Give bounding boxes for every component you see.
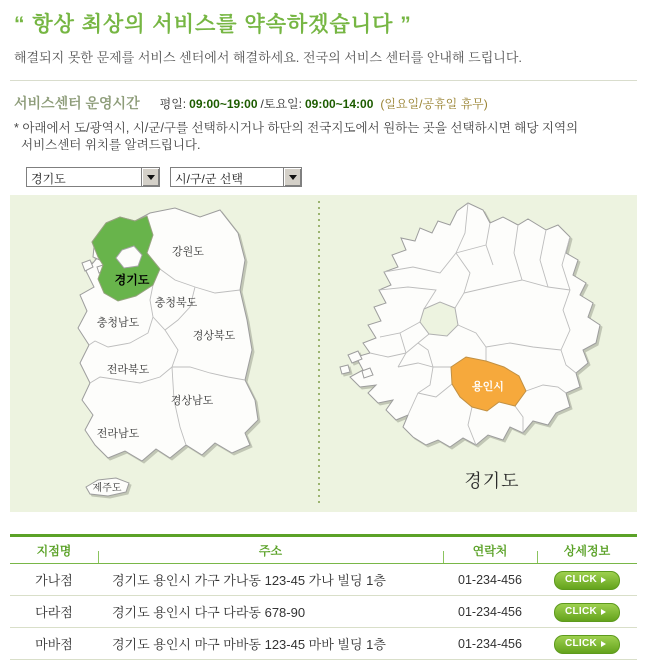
- page-title-quote: “ 항상 최상의 서비스를 약속하겠습니다 ”: [14, 13, 412, 36]
- chevron-down-icon: [289, 175, 297, 184]
- click-button-label: CLICK: [564, 574, 598, 586]
- store-table: [10, 534, 637, 660]
- table-row: [10, 596, 637, 628]
- branch-name: 다라점: [35, 605, 73, 620]
- click-detail-button[interactable]: [554, 603, 620, 622]
- label-gangwon: 강원도: [172, 246, 204, 258]
- branch-phone: 01-234-456: [458, 572, 522, 587]
- arrow-right-icon: [601, 609, 609, 615]
- instructions-line1: * 아래에서 도/광역시, 시/군/구를 선택하시거나 하단의 전국지도에서 원하는 곳을 선택하시면 해당 지역의: [14, 121, 579, 135]
- label-yongin: 용인시: [472, 381, 504, 393]
- branch-name: 가나점: [35, 573, 73, 588]
- korea-map: [10, 195, 318, 512]
- chevron-down-icon: [147, 175, 155, 184]
- opening-hours: [14, 93, 488, 113]
- instructions: [14, 120, 578, 154]
- district-select-arrow-button[interactable]: [283, 168, 301, 186]
- gyeonggi-detail-map: [318, 195, 637, 512]
- header-separator: [537, 551, 538, 563]
- map-panel: [10, 195, 637, 512]
- label-gyeongnam: 경상남도: [170, 395, 214, 407]
- click-detail-button[interactable]: [554, 635, 620, 654]
- label-chungnam: 충청남도: [96, 317, 140, 329]
- label-gyeonggi: 경기도: [114, 273, 150, 287]
- closed-note: (일요일/공휴일 휴무): [380, 97, 488, 111]
- region-caption: 경기도: [464, 471, 520, 491]
- label-jeju: 제주도: [92, 483, 122, 494]
- saturday-hours: 09:00~14:00: [304, 97, 374, 111]
- arrow-right-icon: [601, 577, 609, 583]
- table-row: [10, 564, 637, 596]
- branch-address: 경기도 용인시 다구 다라동 678-90: [112, 605, 306, 620]
- branch-address: 경기도 용인시 마구 마바동 123-45 마바 빌딩 1층: [112, 637, 386, 652]
- saturday-label: /토요일:: [260, 97, 302, 111]
- section-divider: [10, 80, 637, 81]
- instructions-line2: 서비스센터 위치를 알려드립니다.: [21, 138, 201, 152]
- province-select[interactable]: [26, 167, 160, 187]
- page-subtitle: 해결되지 못한 문제를 서비스 센터에서 해결하세요. 전국의 서비스 센터를 안내해 드립니다.: [14, 50, 522, 65]
- district-select-value: 시/구/군 선택: [175, 172, 243, 186]
- header-separator: [443, 551, 444, 563]
- gyeonggi-detail-shape[interactable]: [350, 203, 600, 447]
- label-jeonnam: 전라남도: [96, 428, 140, 440]
- click-detail-button[interactable]: [554, 571, 620, 590]
- table-header-row: [10, 534, 637, 564]
- header-branch: 지점명: [36, 543, 72, 558]
- label-chungbuk: 충청북도: [154, 297, 198, 309]
- header-address: 주소: [258, 543, 283, 558]
- district-select[interactable]: [170, 167, 302, 187]
- branch-name: 마바점: [35, 637, 73, 652]
- province-select-arrow-button[interactable]: [141, 168, 159, 186]
- table-row: [10, 628, 637, 660]
- label-jeonbuk: 전라북도: [106, 364, 150, 376]
- header-phone: 연락처: [472, 543, 508, 558]
- branch-address: 경기도 용인시 가구 가나동 123-45 가나 빌딩 1층: [112, 573, 386, 588]
- click-button-label: CLICK: [564, 638, 598, 650]
- branch-phone: 01-234-456: [458, 636, 522, 651]
- header-separator: [98, 551, 99, 563]
- opening-hours-title: 서비스센터 운영시간: [14, 95, 140, 111]
- click-button-label: CLICK: [564, 606, 598, 618]
- arrow-right-icon: [601, 641, 609, 647]
- weekday-hours: 09:00~19:00: [189, 97, 258, 111]
- province-select-value: 경기도: [31, 172, 66, 186]
- branch-phone: 01-234-456: [458, 604, 522, 619]
- header-detail: 상세정보: [563, 543, 611, 558]
- weekday-label: 평일:: [159, 97, 187, 111]
- label-gyeongbuk: 경상북도: [192, 330, 236, 342]
